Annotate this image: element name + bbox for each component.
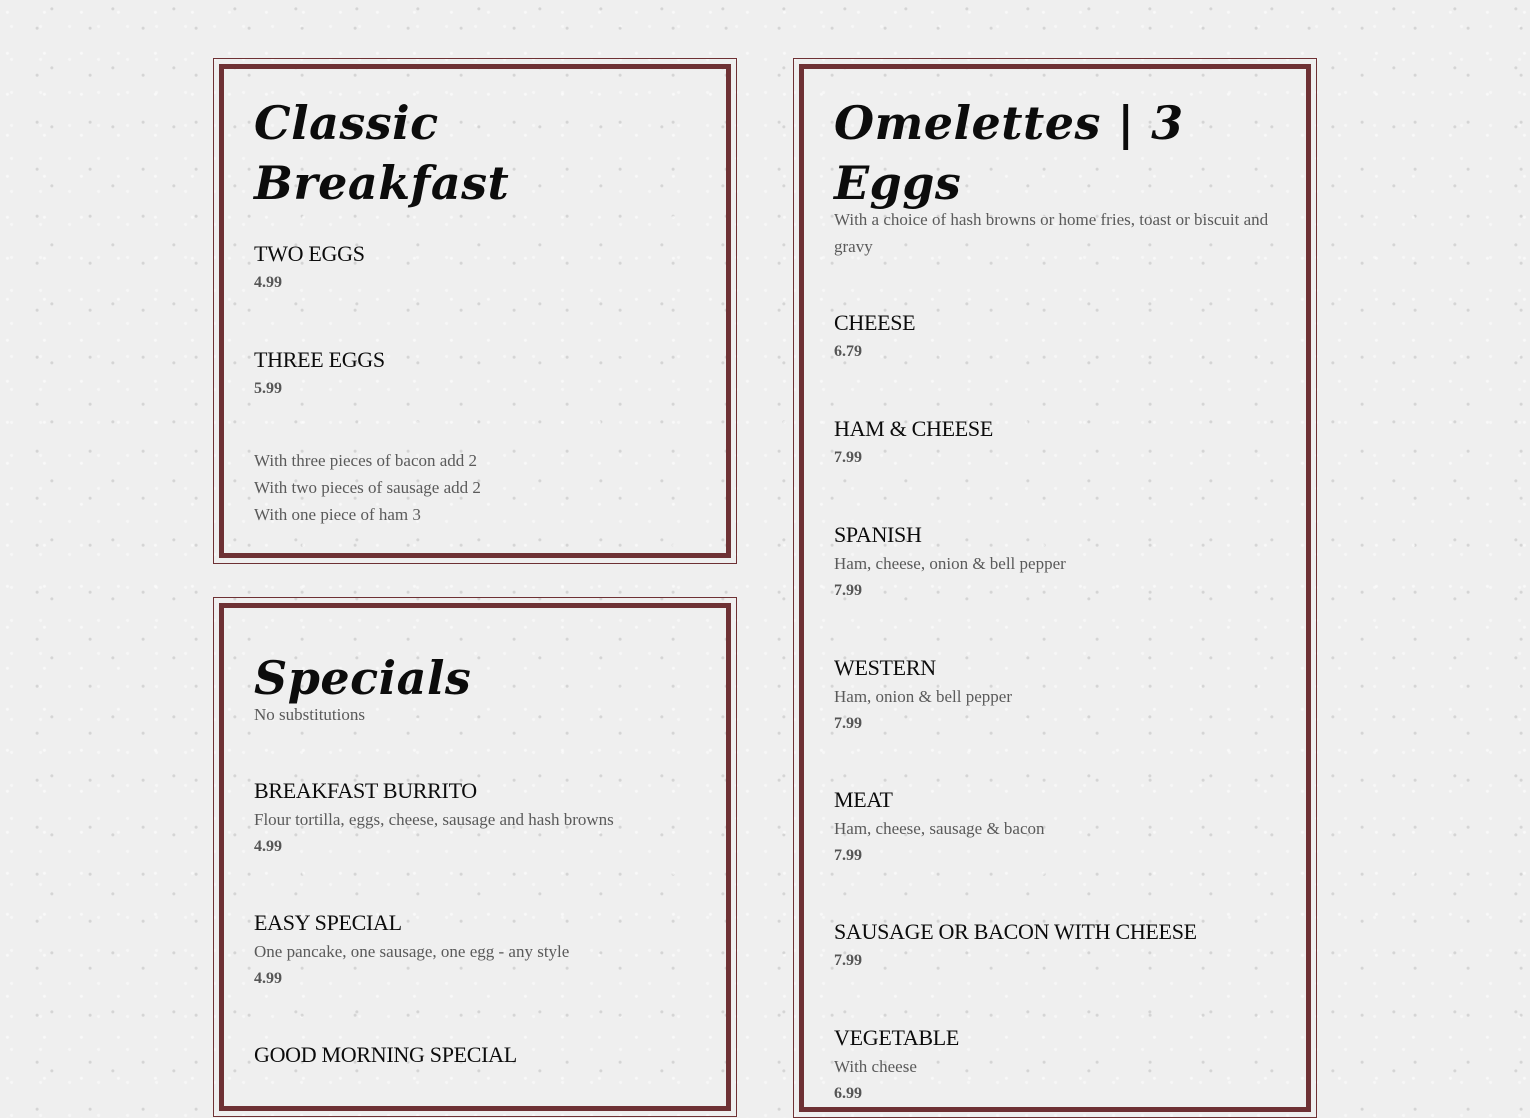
item-price: 4.99 bbox=[254, 274, 282, 291]
item-name: CHEESE bbox=[834, 310, 916, 335]
item-desc: One pancake, one sausage, one egg - any style bbox=[254, 942, 570, 961]
menu-item bbox=[834, 520, 1276, 604]
item-desc: Ham, cheese, onion & bell pepper bbox=[834, 554, 1066, 573]
item-name: WESTERN bbox=[834, 655, 936, 680]
classic-breakfast-card-inner bbox=[219, 64, 731, 558]
item-price: 6.99 bbox=[834, 1085, 862, 1102]
item-price: 4.99 bbox=[254, 970, 282, 987]
menu-item bbox=[834, 308, 1276, 365]
item-price: 7.99 bbox=[834, 847, 862, 864]
specials-card-inner bbox=[219, 603, 731, 1111]
menu-item bbox=[254, 239, 696, 296]
menu-item bbox=[254, 776, 696, 860]
addon-line: With one piece of ham 3 bbox=[254, 505, 421, 524]
item-price: 7.99 bbox=[834, 952, 862, 969]
omelettes-title: Omelettes | 3 Eggs bbox=[834, 96, 1184, 210]
item-name: VEGETABLE bbox=[834, 1025, 960, 1050]
item-name: SAUSAGE OR BACON WITH CHEESE bbox=[834, 919, 1197, 944]
menu-item bbox=[834, 917, 1276, 974]
menu-item bbox=[254, 908, 696, 992]
menu-item bbox=[834, 414, 1276, 471]
addon-line: With three pieces of bacon add 2 bbox=[254, 451, 478, 470]
item-price: 5.99 bbox=[254, 380, 282, 397]
omelettes-card bbox=[793, 58, 1317, 1118]
item-name: EASY SPECIAL bbox=[254, 910, 402, 935]
item-price: 6.79 bbox=[834, 343, 862, 360]
classic-breakfast-title: Classic Breakfast bbox=[254, 96, 510, 210]
item-desc: Flour tortilla, eggs, cheese, sausage and hash browns bbox=[254, 810, 614, 829]
item-desc: Ham, cheese, sausage & bacon bbox=[834, 819, 1045, 838]
item-price: 4.99 bbox=[254, 838, 282, 855]
menu-item bbox=[254, 345, 696, 402]
specials-card bbox=[213, 597, 737, 1117]
addon-line: With two pieces of sausage add 2 bbox=[254, 478, 481, 497]
item-name: SPANISH bbox=[834, 522, 922, 547]
item-desc: With cheese bbox=[834, 1057, 917, 1076]
omelettes-card-inner bbox=[799, 64, 1311, 1112]
item-price: 7.99 bbox=[834, 715, 862, 732]
addons-list bbox=[254, 447, 696, 528]
menu-item bbox=[834, 785, 1276, 869]
item-name: TWO EGGS bbox=[254, 241, 365, 266]
specials-note: No substitutions bbox=[254, 705, 365, 724]
item-name: BREAKFAST BURRITO bbox=[254, 778, 477, 803]
classic-breakfast-card bbox=[213, 58, 737, 564]
specials-title: Specials bbox=[254, 651, 472, 705]
item-desc: Ham, onion & bell pepper bbox=[834, 687, 1012, 706]
omelettes-note: With a choice of hash browns or home fries, toast or biscuit and gravy bbox=[834, 210, 1269, 256]
item-name: THREE EGGS bbox=[254, 347, 385, 372]
item-price: 7.99 bbox=[834, 582, 862, 599]
item-name: MEAT bbox=[834, 787, 893, 812]
item-name: HAM & CHEESE bbox=[834, 416, 993, 441]
menu-item bbox=[834, 1023, 1276, 1107]
menu-item bbox=[834, 653, 1276, 737]
item-price: 7.99 bbox=[834, 449, 862, 466]
menu-item bbox=[254, 1040, 696, 1070]
item-name: GOOD MORNING SPECIAL bbox=[254, 1042, 517, 1067]
